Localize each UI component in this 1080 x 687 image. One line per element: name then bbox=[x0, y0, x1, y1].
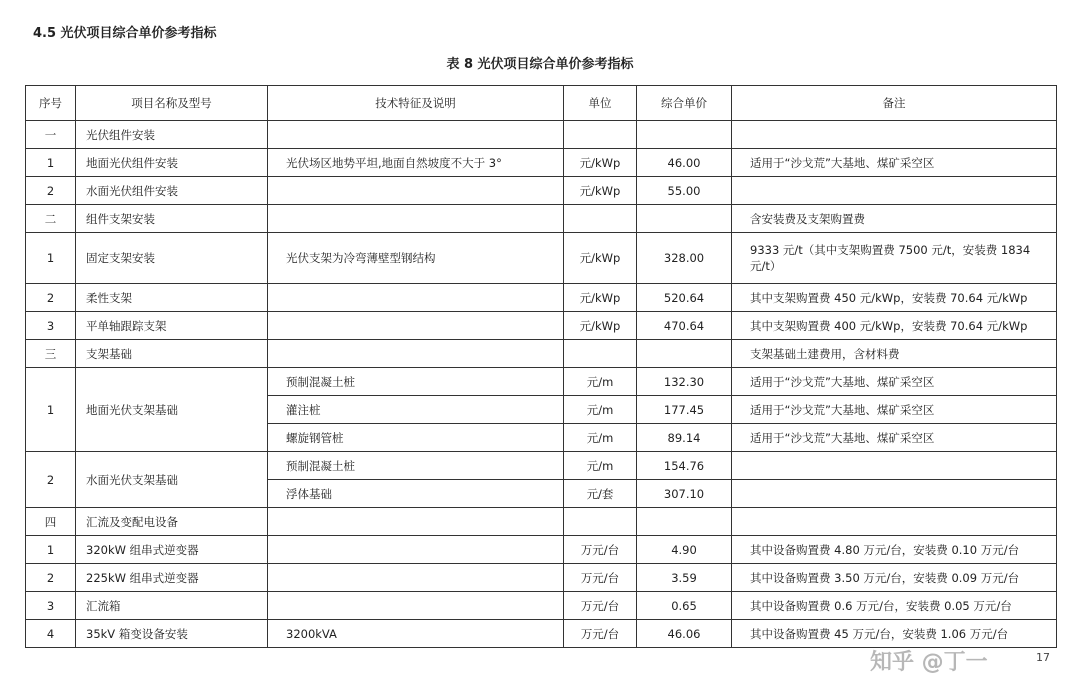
table-cell: 3 bbox=[26, 592, 76, 620]
table-cell: 1 bbox=[26, 536, 76, 564]
table-row bbox=[26, 205, 1057, 233]
table-cell: 132.30 bbox=[637, 368, 732, 396]
table-cell bbox=[732, 121, 1057, 149]
table-cell bbox=[268, 564, 564, 592]
table-row bbox=[26, 452, 1057, 480]
table-cell: 预制混凝土桩 bbox=[268, 452, 564, 480]
table-cell bbox=[564, 340, 637, 368]
table-cell: 元/kWp bbox=[564, 149, 637, 177]
table-cell bbox=[268, 312, 564, 340]
table-row bbox=[26, 177, 1057, 205]
table-cell bbox=[268, 205, 564, 233]
table-cell: 组件支架安装 bbox=[76, 205, 268, 233]
table-cell: 元/m bbox=[564, 452, 637, 480]
table-cell: 汇流箱 bbox=[76, 592, 268, 620]
table-cell: 支架基础 bbox=[76, 340, 268, 368]
table-cell: 水面光伏支架基础 bbox=[76, 452, 268, 508]
table-cell: 元/kWp bbox=[564, 233, 637, 284]
page-number: 17 bbox=[1036, 651, 1050, 664]
table-cell bbox=[268, 508, 564, 536]
table-cell: 二 bbox=[26, 205, 76, 233]
table-cell: 适用于“沙戈荒”大基地、煤矿采空区 bbox=[732, 368, 1057, 396]
header-cell: 项目名称及型号 bbox=[76, 86, 268, 121]
table-cell: 元/m bbox=[564, 424, 637, 452]
table-cell: 万元/台 bbox=[564, 536, 637, 564]
table-row bbox=[26, 121, 1057, 149]
table-row bbox=[26, 233, 1057, 284]
table-cell bbox=[637, 508, 732, 536]
table-header bbox=[26, 86, 1057, 121]
table-cell: 元/kWp bbox=[564, 312, 637, 340]
table-cell: 地面光伏组件安装 bbox=[76, 149, 268, 177]
table-cell: 元/套 bbox=[564, 480, 637, 508]
table-cell bbox=[564, 508, 637, 536]
table-cell: 2 bbox=[26, 177, 76, 205]
table-cell bbox=[268, 121, 564, 149]
table-row bbox=[26, 149, 1057, 177]
table-cell: 汇流及变配电设备 bbox=[76, 508, 268, 536]
table-cell bbox=[637, 121, 732, 149]
table-cell bbox=[268, 536, 564, 564]
section-title: 4.5 光伏项目综合单价参考指标 bbox=[33, 26, 217, 41]
table-cell bbox=[732, 177, 1057, 205]
table-cell: 4 bbox=[26, 620, 76, 648]
table-cell: 1 bbox=[26, 368, 76, 452]
table-cell: 四 bbox=[26, 508, 76, 536]
table-cell: 3 bbox=[26, 312, 76, 340]
table-cell bbox=[637, 340, 732, 368]
table-cell bbox=[564, 205, 637, 233]
table-cell bbox=[637, 205, 732, 233]
table-cell bbox=[268, 284, 564, 312]
table-cell bbox=[564, 121, 637, 149]
table-cell: 光伏组件安装 bbox=[76, 121, 268, 149]
table-cell: 其中支架购置费 450 元/kWp，安装费 70.64 元/kWp bbox=[732, 284, 1057, 312]
table-cell: 万元/台 bbox=[564, 592, 637, 620]
table-cell: 预制混凝土桩 bbox=[268, 368, 564, 396]
table-cell: 35kV 箱变设备安装 bbox=[76, 620, 268, 648]
table-row bbox=[26, 564, 1057, 592]
table-row bbox=[26, 284, 1057, 312]
table-cell: 平单轴跟踪支架 bbox=[76, 312, 268, 340]
table-row bbox=[26, 508, 1057, 536]
table-cell: 1 bbox=[26, 149, 76, 177]
table-cell: 适用于“沙戈荒”大基地、煤矿采空区 bbox=[732, 396, 1057, 424]
table-cell: 89.14 bbox=[637, 424, 732, 452]
table-cell: 浮体基础 bbox=[268, 480, 564, 508]
header-cell: 单位 bbox=[564, 86, 637, 121]
table-cell bbox=[268, 340, 564, 368]
table-cell: 2 bbox=[26, 284, 76, 312]
table-cell: 4.90 bbox=[637, 536, 732, 564]
table-cell: 柔性支架 bbox=[76, 284, 268, 312]
table-row bbox=[26, 620, 1057, 648]
table-cell: 固定支架安装 bbox=[76, 233, 268, 284]
table-row bbox=[26, 340, 1057, 368]
table-cell: 225kW 组串式逆变器 bbox=[76, 564, 268, 592]
watermark: 知乎 @丁一 bbox=[870, 650, 988, 675]
table-cell bbox=[268, 177, 564, 205]
table-row bbox=[26, 312, 1057, 340]
table-cell: 2 bbox=[26, 452, 76, 508]
table-cell bbox=[268, 592, 564, 620]
table-cell: 其中设备购置费 45 万元/台，安装费 1.06 万元/台 bbox=[732, 620, 1057, 648]
table-cell: 一 bbox=[26, 121, 76, 149]
table-cell: 光伏场区地势平坦,地面自然坡度不大于 3° bbox=[268, 149, 564, 177]
table-cell bbox=[732, 508, 1057, 536]
table-cell: 0.65 bbox=[637, 592, 732, 620]
table-row bbox=[26, 536, 1057, 564]
table-cell: 适用于“沙戈荒”大基地、煤矿采空区 bbox=[732, 424, 1057, 452]
table-row bbox=[26, 592, 1057, 620]
table-cell: 其中设备购置费 4.80 万元/台，安装费 0.10 万元/台 bbox=[732, 536, 1057, 564]
table-cell: 地面光伏支架基础 bbox=[76, 368, 268, 452]
table-cell: 320kW 组串式逆变器 bbox=[76, 536, 268, 564]
table-cell: 光伏支架为冷弯薄壁型钢结构 bbox=[268, 233, 564, 284]
table-cell: 万元/台 bbox=[564, 620, 637, 648]
table-cell: 55.00 bbox=[637, 177, 732, 205]
table-row bbox=[26, 368, 1057, 396]
table-cell: 177.45 bbox=[637, 396, 732, 424]
price-table bbox=[25, 85, 1057, 648]
table-cell: 1 bbox=[26, 233, 76, 284]
table-cell bbox=[732, 480, 1057, 508]
table-cell: 三 bbox=[26, 340, 76, 368]
table-cell: 其中设备购置费 0.6 万元/台，安装费 0.05 万元/台 bbox=[732, 592, 1057, 620]
table-cell: 支架基础土建费用，含材料费 bbox=[732, 340, 1057, 368]
table-cell: 含安装费及支架购置费 bbox=[732, 205, 1057, 233]
table-cell: 328.00 bbox=[637, 233, 732, 284]
header-cell: 备注 bbox=[732, 86, 1057, 121]
table-cell: 3200kVA bbox=[268, 620, 564, 648]
table-cell: 元/kWp bbox=[564, 284, 637, 312]
table-cell: 9333 元/t（其中支架购置费 7500 元/t，安装费 1834 元/t） bbox=[732, 233, 1057, 284]
table-cell: 46.00 bbox=[637, 149, 732, 177]
table-cell: 46.06 bbox=[637, 620, 732, 648]
table-cell: 2 bbox=[26, 564, 76, 592]
table-cell: 520.64 bbox=[637, 284, 732, 312]
table-cell: 螺旋钢管桩 bbox=[268, 424, 564, 452]
table-caption: 表 8 光伏项目综合单价参考指标 bbox=[446, 57, 634, 72]
table-cell: 元/m bbox=[564, 396, 637, 424]
table-cell: 万元/台 bbox=[564, 564, 637, 592]
table-cell: 154.76 bbox=[637, 452, 732, 480]
table-cell: 灌注桩 bbox=[268, 396, 564, 424]
header-cell: 综合单价 bbox=[637, 86, 732, 121]
table-cell: 307.10 bbox=[637, 480, 732, 508]
header-cell: 序号 bbox=[26, 86, 76, 121]
header-cell: 技术特征及说明 bbox=[268, 86, 564, 121]
table-cell bbox=[732, 452, 1057, 480]
table-cell: 其中设备购置费 3.50 万元/台，安装费 0.09 万元/台 bbox=[732, 564, 1057, 592]
table-cell: 元/kWp bbox=[564, 177, 637, 205]
table-cell: 适用于“沙戈荒”大基地、煤矿采空区 bbox=[732, 149, 1057, 177]
table-cell: 3.59 bbox=[637, 564, 732, 592]
table-cell: 水面光伏组件安装 bbox=[76, 177, 268, 205]
table-cell: 其中支架购置费 400 元/kWp，安装费 70.64 元/kWp bbox=[732, 312, 1057, 340]
table-cell: 元/m bbox=[564, 368, 637, 396]
table-cell: 470.64 bbox=[637, 312, 732, 340]
